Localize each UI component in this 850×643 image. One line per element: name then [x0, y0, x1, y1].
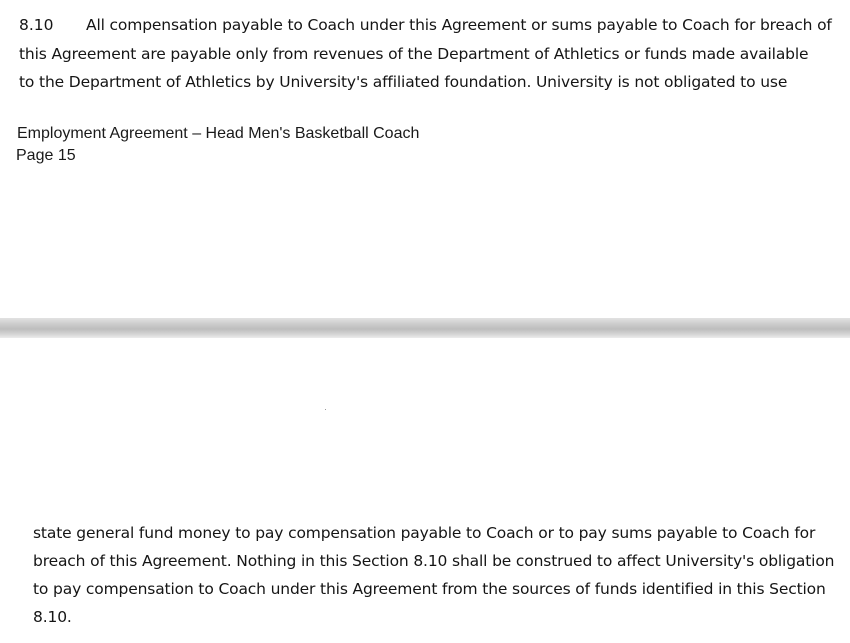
- paragraph-line: to pay compensation to Coach under this Agreement from the sources of funds identified in this Section: [33, 580, 826, 598]
- paragraph-line: this Agreement are payable only from revenues of the Department of Athletics or funds made available: [19, 45, 809, 63]
- footer-title: Employment Agreement – Head Men's Basketball Coach: [17, 125, 420, 142]
- section-number: 8.10: [19, 16, 54, 34]
- paragraph-line: breach of this Agreement. Nothing in this Section 8.10 shall be construed to affect University's obligation: [33, 552, 835, 570]
- paragraph-line: state general fund money to pay compensation payable to Coach or to pay sums payable to Coach for: [33, 524, 816, 542]
- paragraph-line: All compensation payable to Coach under this Agreement or sums payable to Coach for breach of: [86, 16, 832, 34]
- footer-page-number: Page 15: [16, 147, 76, 164]
- paragraph-line: to the Department of Athletics by University's affiliated foundation. University is not obligated to use: [19, 73, 788, 91]
- document-page-top: [0, 0, 850, 318]
- page-separator: [0, 318, 850, 338]
- scan-speck: [325, 409, 326, 410]
- paragraph-line: 8.10.: [33, 608, 72, 626]
